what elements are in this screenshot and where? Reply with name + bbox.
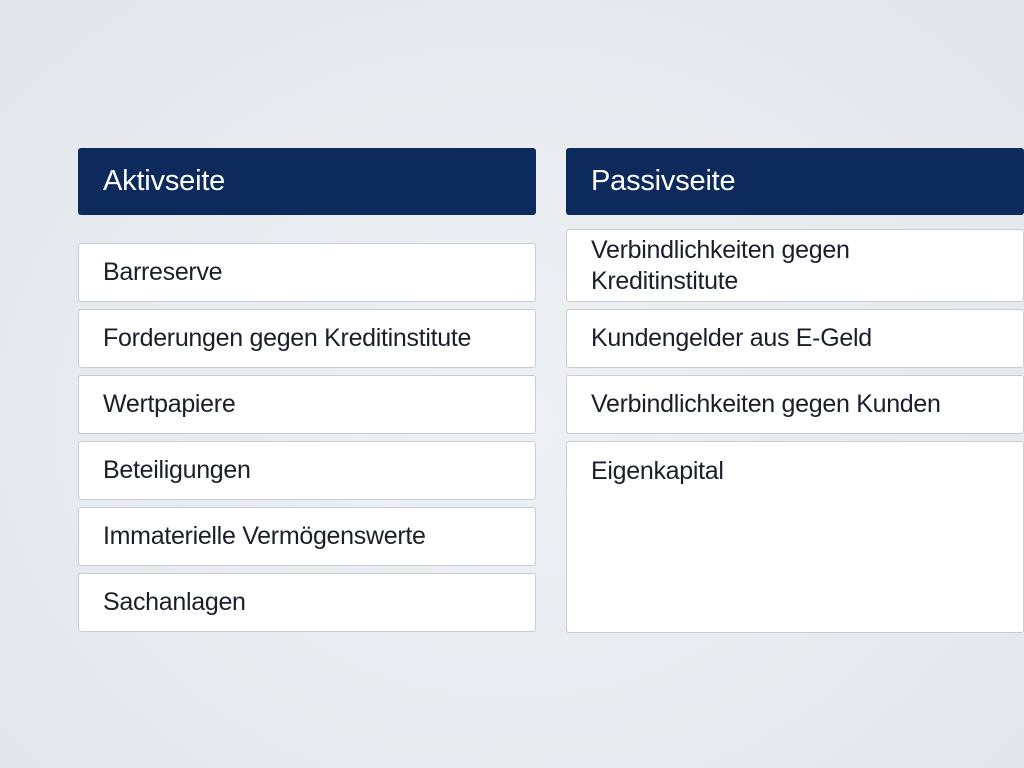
passivseite-column xyxy=(566,148,1024,485)
passiv-item-verbindlichkeiten-kunden: Verbindlichkeiten gegen Kunden xyxy=(566,375,1024,434)
passiv-item-verbindlichkeiten-kreditinstitute: Verbindlichkeiten gegen Kreditinstitute xyxy=(566,229,1024,302)
passiv-item-eigenkapital: Eigenkapital xyxy=(566,441,1024,633)
passivseite-header: Passivseite xyxy=(566,148,1024,215)
aktiv-item-wertpapiere: Wertpapiere xyxy=(78,375,536,434)
aktiv-item-sachanlagen: Sachanlagen xyxy=(78,573,536,632)
passiv-item-kundengelder-e-geld: Kundengelder aus E-Geld xyxy=(566,309,1024,368)
aktiv-item-immaterielle-vermoegenswerte: Immaterielle Vermögenswerte xyxy=(78,507,536,566)
aktiv-item-barreserve: Barreserve xyxy=(78,243,536,302)
aktiv-item-beteiligungen: Beteiligungen xyxy=(78,441,536,500)
aktiv-item-forderungen-kreditinstitute: Forderungen gegen Kreditinstitute xyxy=(78,309,536,368)
aktivseite-header: Aktivseite xyxy=(78,148,536,215)
aktivseite-column xyxy=(78,148,536,616)
